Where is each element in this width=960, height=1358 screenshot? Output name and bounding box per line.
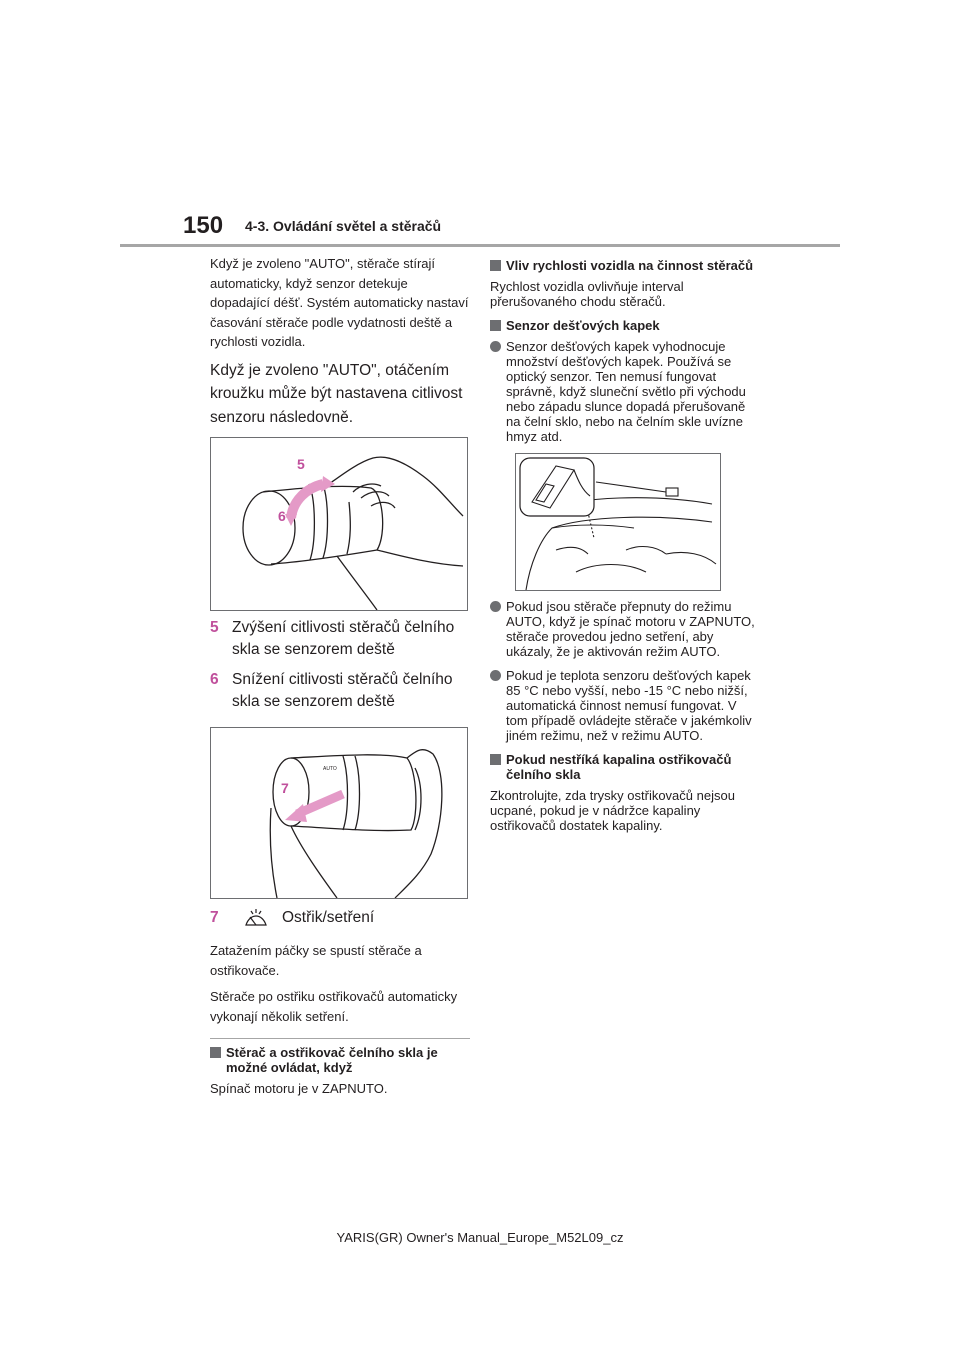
section-divider — [210, 1038, 470, 1039]
speed-heading-text: Vliv rychlosti vozidla na činnost stěračů — [506, 258, 754, 273]
section-title: 4-3. Ovládání světel a stěračů — [245, 218, 442, 234]
right-column — [490, 254, 760, 842]
heading-square-icon — [490, 260, 501, 271]
auto-mode-bullet — [490, 599, 760, 659]
bullet-dot-icon — [490, 341, 501, 352]
figure-rain-sensor-location — [515, 453, 721, 591]
label-7: 7 — [281, 780, 289, 796]
wiper-ring-illustration — [211, 438, 467, 610]
bullet-dot-icon — [490, 601, 501, 612]
spray-text: Ostřik/setření — [282, 909, 375, 926]
sensor-bullet-text: Senzor dešťových kapek vyhodnocuje množství dešťových kapek. Používá se optický senzor. Ten nemusí fungovat správně, když sluneční světlo při východu nebo západu slunce dopadá přerušovaně na čelní sklo, nebo na čelním skle uvízne hmyz atd. — [506, 339, 746, 444]
temperature-bullet — [490, 668, 760, 743]
item-number-7: 7 — [210, 909, 219, 926]
header-rule — [120, 244, 840, 247]
operate-heading-text: Stěrač a ostřikovač čelního skla je možné ovládat, když — [226, 1045, 438, 1075]
page-number: 150 — [183, 212, 224, 239]
sensor-heading — [490, 318, 760, 333]
operate-heading — [210, 1045, 470, 1075]
spray-item — [210, 907, 470, 929]
sensitivity-decrease-item — [210, 669, 470, 713]
auto-mode-bullet-text: Pokud jsou stěrače přepnuty do režimu AUTO, když je spínač motoru v ZAPNUTO, stěrače provedou jedno setření, aby ukázaly, že je aktivován režim AUTO. — [506, 599, 755, 659]
speed-heading — [490, 258, 760, 273]
label-auto: AUTO — [323, 766, 337, 772]
item-text-5: Zvýšení citlivosti stěračů čelního skla se senzorem deště — [232, 619, 455, 658]
wiper-lever-illustration — [211, 728, 467, 898]
label-5: 5 — [297, 456, 305, 472]
bullet-dot-icon — [490, 670, 501, 681]
washer-spray-icon — [244, 907, 268, 929]
sensor-heading-text: Senzor dešťových kapek — [506, 318, 660, 333]
item-number-6: 6 — [210, 671, 219, 688]
item-text-6: Snížení citlivosti stěračů čelního skla se senzorem deště — [232, 671, 453, 710]
sensor-bullet — [490, 339, 760, 444]
speed-text: Rychlost vozidla ovlivňuje interval přerušovaného chodu stěračů. — [490, 279, 684, 309]
heading-square-icon — [490, 320, 501, 331]
sensitivity-paragraph: Když je zvoleno "AUTO", otáčením kroužku může být nastavena citlivost senzoru následovně. — [210, 361, 463, 426]
label-6: 6 — [278, 508, 286, 524]
intro-paragraph: Když je zvoleno "AUTO", stěrače stírají automaticky, když senzor detekuje dopadající déšť. Systém automaticky nastaví časování stěrače podle vydatnosti deště a rychlosti vozidla. — [210, 256, 469, 349]
fluid-heading — [490, 752, 760, 782]
operate-text: Spínač motoru je v ZAPNUTO. — [210, 1081, 388, 1096]
figure-wiper-lever-pull — [210, 727, 468, 899]
fluid-heading-text: Pokud nestříká kapalina ostřikovačů čelního skla — [506, 752, 732, 782]
spray-description-1: Zatažením páčky se spustí stěrače a ostřikovače. — [210, 943, 422, 978]
figure-wiper-ring-rotate — [210, 437, 468, 611]
sensitivity-increase-item — [210, 617, 470, 661]
heading-square-icon — [490, 754, 501, 765]
fluid-text: Zkontrolujte, zda trysky ostřikovačů nejsou ucpané, pokud je v nádržce kapaliny ostřikovačů dostatek kapaliny. — [490, 788, 735, 833]
rain-sensor-car-illustration — [516, 454, 720, 590]
temperature-bullet-text: Pokud je teplota senzoru dešťových kapek 85 °C nebo vyšší, nebo -15 °C nebo nižší, automatická činnost nemusí fungovat. V tom případě ovládejte stěrače v jakémkoliv jiném režimu, než v režimu AUTO. — [506, 668, 752, 743]
footer-text: YARIS(GR) Owner's Manual_Europe_M52L09_cz — [336, 1230, 624, 1245]
spray-description-2: Stěrače po ostřiku ostřikovačů automaticky vykonají několik setření. — [210, 989, 458, 1024]
heading-square-icon — [210, 1047, 221, 1058]
left-column — [210, 254, 470, 1105]
item-number-5: 5 — [210, 619, 219, 636]
